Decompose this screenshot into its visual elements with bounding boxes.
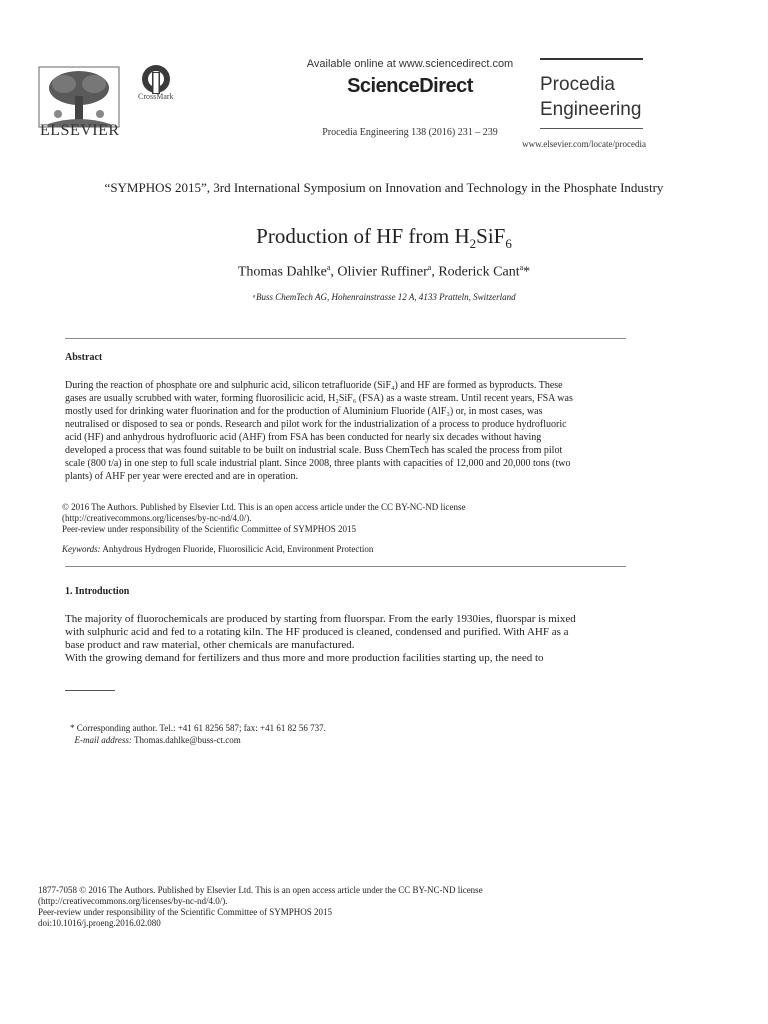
title-sub-1: 2 (469, 236, 477, 252)
bottom-license-url-link[interactable]: (http://creativecommons.org/licenses/by-nc-nd/4.0/). (38, 896, 228, 906)
intro-line: with sulphuric acid and fed to a rotating kiln. The HF produced is cleaned, condensed and purified. With AHF as a (65, 626, 569, 638)
journal-reference: Procedia Engineering 138 (2016) 231 – 239 (322, 127, 498, 138)
keywords-bottom-rule (65, 566, 626, 567)
license-line: © 2016 The Authors. Published by Elsevier Ltd. This is an open access article under the CC BY-NC-ND license (62, 502, 466, 512)
title-sub-2: 6 (505, 236, 512, 252)
corresponding-author-note: * Corresponding author. Tel.: +41 61 8256 587; fax: +41 61 82 56 737. (70, 723, 326, 733)
copyright-block (38, 885, 638, 929)
abstract-line: During the reaction of phosphate ore and sulphuric acid, silicon tetrafluoride (SiF₄) and HF are formed as byproducts. These (65, 380, 563, 391)
intro-line: The majority of fluorochemicals are produced by starting from fluorspar. From the early 1930ies, fluorspar is mixed (65, 613, 576, 625)
license-url-link[interactable]: (http://creativecommons.org/licenses/by-nc-nd/4.0/). (62, 513, 252, 523)
email-line (70, 734, 326, 746)
abstract-heading: Abstract (65, 352, 103, 363)
author-affil-mark: a (326, 263, 331, 272)
author-affil-mark: a (519, 263, 524, 272)
abstract-line: developed a process that was found suitable to be built on industrial scale. Buss ChemTech has scaled the process from pilot (65, 445, 563, 456)
crossmark-label: CrossMark (138, 92, 174, 101)
abstract-line: plants) of AHF per year were erected and are in operation. (65, 471, 298, 482)
title-mid: SiF (476, 224, 506, 248)
journal-url-link[interactable]: www.elsevier.com/locate/procedia (522, 139, 646, 149)
article-title (0, 224, 768, 252)
footnote-rule (65, 690, 115, 691)
issn-copyright-line: 1877-7058 © 2016 The Authors. Published by Elsevier Ltd. This is an open access article under the CC BY-NC-ND license (38, 885, 483, 895)
abstract-line: gases are usually scrubbed with water, forming fluorosilicic acid, H₂SiF₆ (FSA) as a waste stream. Until recent years, FSA was (65, 393, 573, 404)
journal-bottom-rule (540, 128, 643, 129)
available-online-text: Available online at www.sciencedirect.com (306, 58, 514, 70)
symposium-title: “SYMPHOS 2015”, 3rd International Symposium on Innovation and Technology in the Phosphate Industry (104, 180, 664, 195)
sciencedirect-wordmark: ScienceDirect (347, 75, 473, 97)
author-separator: , (431, 264, 439, 280)
email-label: E-mail address: (74, 735, 132, 745)
journal-top-rule (540, 58, 643, 60)
keywords (62, 544, 626, 554)
introduction-body (65, 613, 626, 665)
abstract-body (65, 379, 626, 483)
bottom-peer-review-line: Peer-review under responsibility of the Scientific Committee of SYMPHOS 2015 (38, 907, 333, 917)
author-name: Olivier Ruffiner (337, 264, 428, 280)
journal-name (540, 72, 650, 122)
abstract-line: mostly used for drinking water fluorination and for the production of Aluminium Fluoride (AlF₃) or, in most cases, was (65, 406, 543, 417)
abstract-top-rule (65, 338, 626, 339)
footnote (70, 722, 326, 746)
abstract-line: scale (800 t/a) in one step to full scale industrial plant. Since 2008, three plants with capacities of 12,000 and 20,000 tons (two (65, 458, 571, 469)
journal-name-line2: Engineering (540, 99, 642, 120)
author-affiliation: ᵃBuss ChemTech AG, Hohenrainstrasse 12 A, 4133 Pratteln, Switzerland (252, 292, 516, 302)
section-heading-introduction: 1. Introduction (65, 586, 130, 597)
elsevier-wordmark: ELSEVIER (40, 122, 120, 139)
license-notice (62, 502, 626, 535)
email-address-link[interactable]: Thomas.dahlke@buss-ct.com (131, 735, 241, 745)
abstract-line: acid (HF) and anhydrous hydrofluoric acid (AHF) from FSA has been conducted for nearly six decades without having (65, 432, 542, 443)
author-list (0, 263, 768, 281)
doi-link[interactable]: doi:10.1016/j.proeng.2016.02.080 (38, 918, 161, 928)
abstract-line: neutralised or disposed to sea or ponds. Research and pilot work for the industrialization of a process to produce hydrofluoric (65, 419, 567, 430)
intro-line: base product and raw material, other chemicals are manufactured. (65, 639, 355, 651)
title-prefix: Production of HF from H (256, 224, 470, 248)
corresponding-author-mark: * (523, 264, 531, 280)
keywords-label: Keywords: (62, 544, 101, 554)
author-name: Roderick Cant (438, 264, 520, 280)
author-affil-mark: a (427, 263, 432, 272)
author-separator: , (330, 264, 338, 280)
journal-name-line1: Procedia (540, 74, 615, 95)
intro-line: With the growing demand for fertilizers and thus more and more production facilities starting up, the need to (65, 652, 544, 664)
peer-review-line: Peer-review under responsibility of the Scientific Committee of SYMPHOS 2015 (62, 524, 357, 534)
author-name: Thomas Dahlke (237, 264, 327, 280)
keywords-text: Anhydrous Hydrogen Fluoride, Fluorosilicic Acid, Environment Protection (100, 544, 374, 554)
